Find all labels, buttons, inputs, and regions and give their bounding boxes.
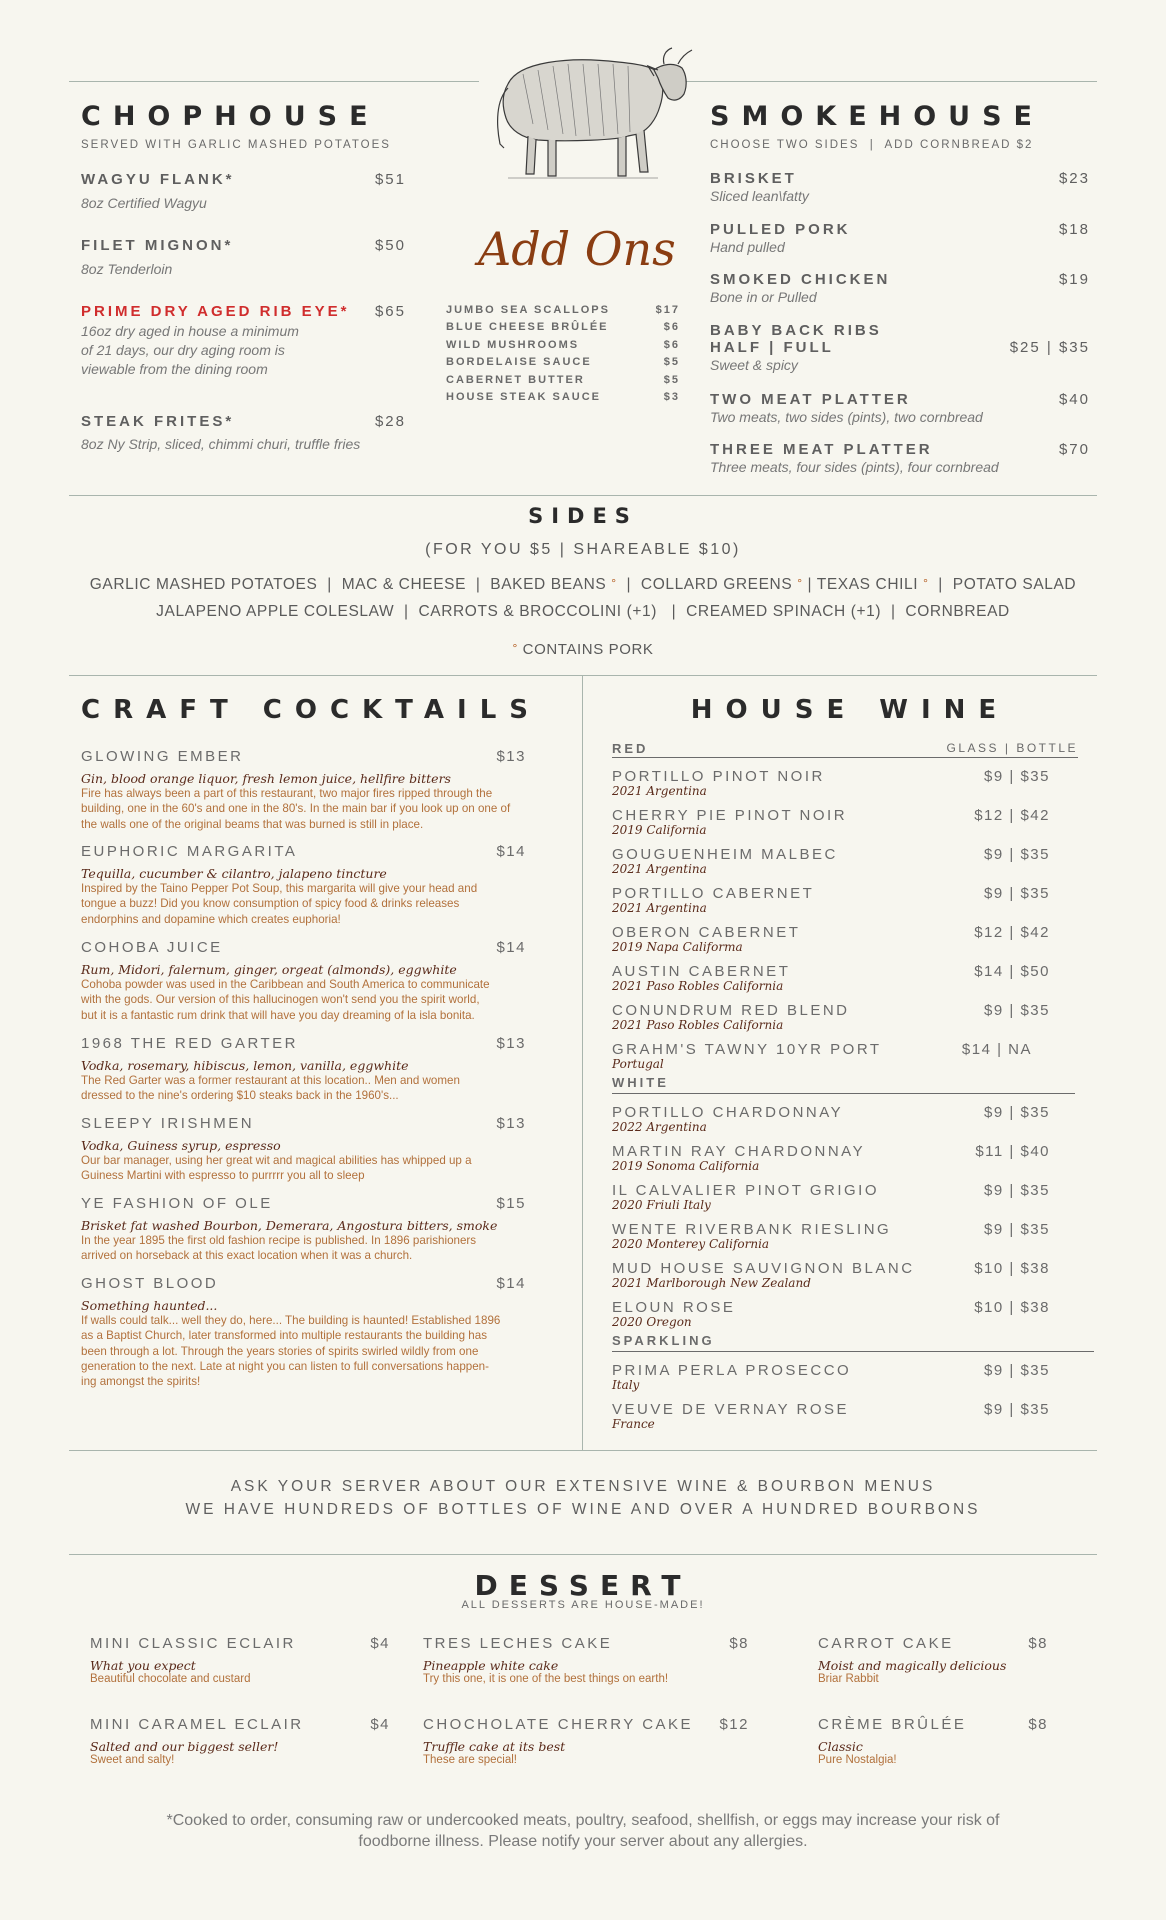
dessert-note: Briar Rabbit bbox=[818, 1673, 879, 1685]
addons-title: Add Ons bbox=[478, 222, 676, 276]
wine-name: GRAHM'S TAWNY 10YR PORT bbox=[612, 1041, 882, 1058]
dessert-tagline: Moist and magically delicious bbox=[818, 1658, 1007, 1673]
wine-name: PRIMA PERLA PROSECCO bbox=[612, 1362, 852, 1379]
cocktail-story: the walls one of the original beams that was burned is still in place. bbox=[81, 817, 424, 831]
cocktail-story: The Red Garter was a former restaurant at this location.. Men and women bbox=[81, 1074, 460, 1087]
smokehouse-item-price: $18 bbox=[1058, 221, 1090, 238]
wine-price: $9 | $35 bbox=[984, 1104, 1050, 1121]
wine-price: $12 | $42 bbox=[974, 807, 1050, 824]
wine-item bbox=[612, 924, 1092, 963]
pork-dot-icon: ° bbox=[923, 576, 929, 590]
dessert-name: CARROT CAKE bbox=[818, 1635, 954, 1652]
wine-vintage: 2019 Napa Califorma bbox=[612, 940, 743, 954]
cocktail-story: arrived on horseback at this exact location when it was a church. bbox=[81, 1249, 413, 1263]
wine-price: $9 | $35 bbox=[984, 1182, 1050, 1199]
cocktail-ingredients: Vodka, Guiness syrup, espresso bbox=[81, 1138, 281, 1153]
addon-price: $3 bbox=[663, 390, 680, 403]
dessert-item bbox=[90, 1716, 390, 1766]
cocktail-price: $15 bbox=[496, 1195, 526, 1212]
addon-row bbox=[446, 356, 680, 373]
divider bbox=[69, 1554, 1097, 1555]
pork-note bbox=[0, 641, 1166, 658]
dessert-note: These are special! bbox=[423, 1754, 517, 1766]
chophouse-item-name: STEAK FRITES* bbox=[81, 413, 235, 430]
cocktail-ingredients: Something haunted... bbox=[81, 1298, 218, 1313]
cocktail-price: $13 bbox=[496, 1115, 526, 1132]
wine-name: IL CALVALIER PINOT GRIGIO bbox=[612, 1182, 879, 1199]
wine-item bbox=[612, 1041, 1092, 1074]
smokehouse-item-price: $25 | $35 bbox=[1009, 339, 1090, 356]
addon-price: $6 bbox=[663, 321, 680, 334]
side-item: MAC & CHEESE bbox=[341, 576, 467, 593]
smokehouse-item-price: $19 bbox=[1058, 271, 1090, 288]
cocktail-story: but it is a fantastic rum drink that will have you day dreaming of la isla bonita. bbox=[81, 1008, 475, 1022]
chophouse-item-desc: 8oz Ny Strip, sliced, chimmi churi, truffle fries bbox=[81, 436, 361, 452]
wine-name: PORTILLO PINOT NOIR bbox=[612, 768, 825, 785]
smokehouse-item-price: $40 bbox=[1058, 391, 1090, 408]
dessert-tagline: Truffle cake at its best bbox=[423, 1739, 566, 1754]
wine-price: $14 | NA bbox=[961, 1041, 1032, 1058]
wine-section-header bbox=[612, 741, 1078, 758]
wine-item bbox=[612, 1182, 1092, 1221]
addon-price: $6 bbox=[663, 338, 680, 351]
cocktail-name: EUPHORIC MARGARITA bbox=[81, 843, 298, 860]
cocktail-name: GLOWING EMBER bbox=[81, 748, 244, 765]
cocktail-name: YE FASHION OF OLE bbox=[81, 1195, 273, 1212]
addons-list bbox=[446, 304, 680, 408]
side-item: TEXAS CHILI bbox=[816, 576, 919, 593]
glass-bottle-label: GLASS | BOTTLE bbox=[946, 741, 1078, 755]
cocktail-story: dressed to the nine's ordering $10 steaks back in the 1960's... bbox=[81, 1089, 399, 1103]
dessert-tagline: Salted and our biggest seller! bbox=[90, 1739, 279, 1754]
addon-name: BORDELAISE SAUCE bbox=[446, 356, 592, 369]
addon-name: CABERNET BUTTER bbox=[446, 373, 585, 386]
wine-name: ELOUN ROSE bbox=[612, 1299, 736, 1316]
cocktail-ingredients: Vodka, rosemary, hibiscus, lemon, vanilla, eggwhite bbox=[81, 1058, 409, 1073]
wine-item bbox=[612, 1362, 1092, 1401]
wine-price: $9 | $35 bbox=[984, 768, 1050, 785]
cocktail-ingredients: Brisket fat washed Bourbon, Demerara, Angostura bitters, smoke bbox=[81, 1218, 498, 1233]
addon-row bbox=[446, 391, 680, 408]
addon-row bbox=[446, 304, 680, 321]
wine-name: AUSTIN CABERNET bbox=[612, 963, 791, 980]
cocktails-list bbox=[81, 748, 556, 1389]
smokehouse-item-price: $70 bbox=[1058, 441, 1090, 458]
cocktail-story: generation to the next. Late at night you can listen to full conversations happen- bbox=[81, 1359, 489, 1373]
divider bbox=[69, 675, 1097, 676]
dessert-note: Try this one, it is one of the best things on earth! bbox=[423, 1673, 669, 1685]
top-rule-right bbox=[685, 81, 1097, 82]
wine-price: $14 | $50 bbox=[974, 963, 1050, 980]
dessert-subtitle: ALL DESSERTS ARE HOUSE-MADE! bbox=[461, 1599, 705, 1611]
cow-illustration-icon bbox=[478, 44, 698, 189]
column-divider bbox=[582, 675, 583, 1450]
dessert-price: $4 bbox=[370, 1635, 390, 1652]
addon-name: BLUE CHEESE BRÛLÉE bbox=[446, 321, 609, 334]
wine-item bbox=[612, 963, 1092, 1002]
wine-price: $9 | $35 bbox=[984, 1401, 1050, 1418]
chophouse-item-desc: 8oz Tenderloin bbox=[81, 261, 173, 277]
cocktail-story: Fire has always been a part of this restaurant, two major fires ripped through the bbox=[81, 787, 493, 800]
dessert-name: CHOCHOLATE CHERRY CAKE bbox=[423, 1716, 694, 1733]
cocktail-story: ing amongst the spirits! bbox=[81, 1375, 201, 1389]
wine-vintage: 2019 California bbox=[612, 823, 707, 837]
dessert-title: DESSERT bbox=[474, 1569, 692, 1602]
wine-name: PORTILLO CHARDONNAY bbox=[612, 1104, 844, 1121]
wine-section-red: RED bbox=[612, 741, 649, 756]
top-rule-left bbox=[69, 81, 479, 82]
dessert-tagline: Pineapple white cake bbox=[423, 1658, 559, 1673]
cocktail-price: $14 bbox=[496, 939, 526, 956]
dessert-item bbox=[423, 1716, 749, 1766]
wine-vintage: 2021 Paso Robles California bbox=[612, 979, 784, 993]
server-note-line-2: WE HAVE HUNDREDS OF BOTTLES OF WINE AND OVER A HUNDRED BOURBONS bbox=[185, 1501, 981, 1518]
wine-vintage: 2022 Argentina bbox=[612, 1120, 707, 1134]
wine-vintage: 2019 Sonoma California bbox=[612, 1159, 760, 1173]
smokehouse-subtitle: CHOOSE TWO SIDES | ADD CORNBREAD $2 bbox=[710, 139, 1034, 151]
dessert-item bbox=[818, 1716, 1048, 1766]
cocktail-name: GHOST BLOOD bbox=[81, 1275, 219, 1292]
addon-name: JUMBO SEA SCALLOPS bbox=[446, 304, 610, 316]
sides-title: SIDES bbox=[528, 504, 638, 528]
cocktail-ingredients: Gin, blood orange liquor, fresh lemon juice, hellfire bitters bbox=[81, 771, 451, 786]
wine-vintage: France bbox=[612, 1417, 655, 1431]
cocktail-item bbox=[81, 748, 556, 843]
cocktail-story: been through a lot. Through the years stories of spirits swirled wildly from one bbox=[81, 1344, 479, 1358]
wine-item bbox=[612, 1002, 1092, 1041]
addon-name: HOUSE STEAK SAUCE bbox=[446, 390, 602, 403]
wine-vintage: 2021 Argentina bbox=[612, 784, 707, 798]
sides-line-2: JALAPENO APPLE COLESLAW | CARROTS & BROCCOLINI (+1) | CREAMED SPINACH (+1) | CORNBREAD bbox=[156, 603, 1010, 620]
wine-section-white: WHITE bbox=[612, 1075, 669, 1090]
chophouse-item-desc: viewable from the dining room bbox=[81, 361, 268, 377]
cocktail-name: COHOBA JUICE bbox=[81, 939, 223, 956]
cocktail-story: tongue a buzz! Did you know consumption of spicy food & drinks releases bbox=[81, 897, 460, 911]
smokehouse-item-name: BRISKET bbox=[710, 170, 797, 187]
cocktail-story: Inspired by the Taino Pepper Pot Soup, this margarita will give your head and bbox=[81, 882, 478, 895]
smokehouse-item-desc: Bone in or Pulled bbox=[710, 289, 817, 305]
wine-name: MARTIN RAY CHARDONNAY bbox=[612, 1143, 866, 1160]
wine-vintage: 2020 Monterey California bbox=[612, 1237, 770, 1251]
wine-name: OBERON CABERNET bbox=[612, 924, 801, 941]
wine-price: $9 | $35 bbox=[984, 1221, 1050, 1238]
smokehouse-item-name: BABY BACK RIBS bbox=[710, 322, 882, 339]
wine-vintage: 2021 Paso Robles California bbox=[612, 1018, 784, 1032]
sides-line-1: GARLIC MASHED POTATOES | MAC & CHEESE | BAKED BEANS ° | COLLARD GREENS ° | TEXAS CHILI ° | POTATO SALAD bbox=[89, 576, 1077, 593]
cocktail-story: as a Baptist Church, later transformed into multiple restaurants the building has bbox=[81, 1329, 487, 1343]
pork-note-text: CONTAINS PORK bbox=[522, 641, 654, 658]
addon-name: WILD MUSHROOMS bbox=[446, 338, 580, 351]
wine-item bbox=[612, 807, 1092, 846]
cocktail-item bbox=[81, 1195, 556, 1275]
smokehouse-item-desc: Sliced lean\fatty bbox=[710, 188, 809, 204]
wine-item bbox=[612, 768, 1092, 807]
side-item: POTATO SALAD bbox=[952, 576, 1077, 593]
smokehouse-item-name: TWO MEAT PLATTER bbox=[710, 391, 911, 408]
chophouse-item-price: $50 bbox=[374, 237, 406, 254]
smokehouse-item-price: $23 bbox=[1058, 170, 1090, 187]
smokehouse-title: SMOKEHOUSE bbox=[710, 101, 1044, 132]
dessert-name: CRÈME BRÛLÉE bbox=[818, 1716, 967, 1733]
cocktail-item bbox=[81, 939, 556, 1035]
dessert-item bbox=[818, 1635, 1048, 1685]
wine-section-sparkling: SPARKLING bbox=[612, 1333, 715, 1348]
smokehouse-item-desc: Two meats, two sides (pints), two cornbread bbox=[710, 409, 983, 425]
dessert-price: $12 bbox=[719, 1716, 749, 1733]
cocktails-title: CRAFT COCKTAILS bbox=[81, 695, 541, 725]
wine-vintage: 2021 Argentina bbox=[612, 862, 707, 876]
server-note-line-1: ASK YOUR SERVER ABOUT OUR EXTENSIVE WINE & BOURBON MENUS bbox=[230, 1478, 936, 1495]
addon-price: $17 bbox=[655, 304, 680, 316]
wine-item bbox=[612, 1299, 1092, 1332]
cocktail-item bbox=[81, 1115, 556, 1195]
dessert-tagline: What you expect bbox=[90, 1658, 196, 1673]
cocktail-story: with the gods. Our version of this hallucinogen won't send you the spirit world, bbox=[81, 993, 480, 1007]
wine-name: MUD HOUSE SAUVIGNON BLANC bbox=[612, 1260, 915, 1277]
cocktail-story: If walls could talk... well they do, here... The building is haunted! Established 1896 bbox=[81, 1314, 501, 1327]
smokehouse-item-desc: Hand pulled bbox=[710, 239, 785, 255]
cocktail-name: 1968 THE RED GARTER bbox=[81, 1035, 299, 1052]
wine-item bbox=[612, 885, 1092, 924]
addon-row bbox=[446, 339, 680, 356]
wine-vintage: 2020 Oregon bbox=[612, 1315, 692, 1329]
wine-item bbox=[612, 1143, 1092, 1182]
wine-vintage: Portugal bbox=[612, 1057, 664, 1071]
pork-dot-icon: ° bbox=[611, 576, 617, 590]
wine-item bbox=[612, 846, 1092, 885]
wine-price: $10 | $38 bbox=[974, 1260, 1050, 1277]
cocktail-item bbox=[81, 843, 556, 939]
side-item: GARLIC MASHED POTATOES bbox=[89, 576, 318, 593]
cocktail-ingredients: Tequilla, cucumber & cilantro, jalapeno tincture bbox=[81, 866, 387, 881]
dessert-note: Sweet and salty! bbox=[90, 1754, 175, 1766]
dessert-note: Beautiful chocolate and custard bbox=[90, 1673, 251, 1685]
smokehouse-item-desc: Sweet & spicy bbox=[710, 357, 798, 373]
dessert-item bbox=[423, 1635, 749, 1685]
divider bbox=[69, 495, 1097, 496]
wine-name: GOUGUENHEIM MALBEC bbox=[612, 846, 838, 863]
wine-name: WENTE RIVERBANK RIESLING bbox=[612, 1221, 892, 1238]
wine-price: $10 | $38 bbox=[974, 1299, 1050, 1316]
smokehouse-item-desc: Three meats, four sides (pints), four cornbread bbox=[710, 459, 999, 475]
dessert-name: MINI CARAMEL ECLAIR bbox=[90, 1716, 304, 1733]
cocktail-price: $13 bbox=[496, 1035, 526, 1052]
wine-title: HOUSE WINE bbox=[690, 695, 1010, 725]
dessert-price: $4 bbox=[370, 1716, 390, 1733]
smokehouse-item-name: PULLED PORK bbox=[710, 221, 851, 238]
dessert-name: TRES LECHES CAKE bbox=[423, 1635, 613, 1652]
wine-vintage: 2021 Argentina bbox=[612, 901, 707, 915]
chophouse-subtitle: SERVED WITH GARLIC MASHED POTATOES bbox=[81, 139, 391, 151]
addon-row bbox=[446, 374, 680, 391]
wine-price: $9 | $35 bbox=[984, 1362, 1050, 1379]
cocktail-name: SLEEPY IRISHMEN bbox=[81, 1115, 255, 1132]
chophouse-item-desc: 16oz dry aged in house a minimum bbox=[81, 323, 299, 339]
cocktail-story: Our bar manager, using her great wit and magical abilities has whipped up a bbox=[81, 1154, 472, 1167]
wine-price: $11 | $40 bbox=[975, 1143, 1050, 1160]
cocktail-price: $14 bbox=[496, 843, 526, 860]
smokehouse-item-name: SMOKED CHICKEN bbox=[710, 271, 891, 288]
dessert-name: MINI CLASSIC ECLAIR bbox=[90, 1635, 296, 1652]
wine-price: $9 | $35 bbox=[984, 885, 1050, 902]
chophouse-item-price: $28 bbox=[374, 413, 406, 430]
cocktail-ingredients: Rum, Midori, falernum, ginger, orgeat (almonds), eggwhite bbox=[81, 962, 457, 977]
wine-vintage: Italy bbox=[612, 1378, 640, 1392]
cocktail-item bbox=[81, 1035, 556, 1115]
chophouse-item-desc: 8oz Certified Wagyu bbox=[81, 195, 207, 211]
wine-item bbox=[612, 1221, 1092, 1260]
smokehouse-item-name: THREE MEAT PLATTER bbox=[710, 441, 933, 458]
wine-name: CHERRY PIE PINOT NOIR bbox=[612, 807, 848, 824]
chophouse-title: CHOPHOUSE bbox=[81, 101, 380, 132]
wine-name: PORTILLO CABERNET bbox=[612, 885, 815, 902]
dessert-note: Pure Nostalgia! bbox=[818, 1754, 897, 1766]
disclaimer-line-1: *Cooked to order, consuming raw or undercooked meats, poultry, seafood, shellfish, or eggs may increase your risk of bbox=[166, 1812, 1000, 1829]
wine-vintage: 2020 Friuli Italy bbox=[612, 1198, 711, 1212]
cocktail-story: In the year 1895 the first old fashion recipe is published. In 1896 parishioners bbox=[81, 1234, 477, 1247]
wine-item bbox=[612, 1104, 1092, 1143]
wine-name: CONUNDRUM RED BLEND bbox=[612, 1002, 850, 1019]
wine-item bbox=[612, 1260, 1092, 1299]
side-item: COLLARD GREENS bbox=[640, 576, 793, 593]
pork-dot-icon: ° bbox=[512, 641, 518, 655]
cocktail-price: $14 bbox=[496, 1275, 526, 1292]
cocktail-story: Cohoba powder was used in the Caribbean and South America to communicate bbox=[81, 978, 490, 991]
wine-price: $9 | $35 bbox=[984, 846, 1050, 863]
addon-row bbox=[446, 321, 680, 338]
chophouse-item-desc: of 21 days, our dry aging room is bbox=[81, 342, 285, 358]
disclaimer-line-2: foodborne illness. Please notify your server about any allergies. bbox=[358, 1833, 808, 1850]
cocktail-item bbox=[81, 1275, 556, 1389]
addon-price: $5 bbox=[663, 373, 680, 386]
wine-name: VEUVE DE VERNAY ROSE bbox=[612, 1401, 850, 1418]
cocktail-price: $13 bbox=[496, 748, 526, 765]
addon-price: $5 bbox=[663, 356, 680, 369]
cocktail-story: endorphins and dopamine which creates euphoria! bbox=[81, 912, 341, 926]
wine-price: $9 | $35 bbox=[984, 1002, 1050, 1019]
wine-section-header bbox=[612, 1074, 1075, 1094]
dessert-price: $8 bbox=[1028, 1635, 1048, 1652]
wine-item bbox=[612, 1401, 1092, 1440]
dessert-tagline: Classic bbox=[818, 1739, 863, 1754]
sides-subtitle: (FOR YOU $5 | SHAREABLE $10) bbox=[425, 541, 741, 558]
wine-section-header bbox=[612, 1332, 1094, 1352]
wine-list bbox=[612, 741, 1092, 1440]
dessert-item bbox=[90, 1635, 390, 1685]
chophouse-item-name: WAGYU FLANK* bbox=[81, 171, 235, 188]
smokehouse-item-name-sizes: HALF | FULL bbox=[710, 339, 834, 356]
side-item: BAKED BEANS bbox=[490, 576, 607, 593]
divider bbox=[69, 1450, 1097, 1451]
chophouse-item-name: FILET MIGNON* bbox=[81, 237, 234, 254]
wine-vintage: 2021 Marlborough New Zealand bbox=[612, 1276, 811, 1290]
chophouse-item-price: $51 bbox=[374, 171, 406, 188]
cocktail-story: building, one in the 60's and one in the 80's. In the main bar if you look up on one of bbox=[81, 802, 511, 816]
dessert-price: $8 bbox=[729, 1635, 749, 1652]
chophouse-item-price: $65 bbox=[374, 303, 406, 320]
wine-price: $12 | $42 bbox=[974, 924, 1050, 941]
cocktail-story: Guiness Martini with espresso to purrrrr you all to sleep bbox=[81, 1169, 365, 1183]
pork-dot-icon: ° bbox=[797, 576, 803, 590]
dessert-price: $8 bbox=[1028, 1716, 1048, 1733]
chophouse-item-name-featured: PRIME DRY AGED RIB EYE* bbox=[81, 303, 350, 320]
